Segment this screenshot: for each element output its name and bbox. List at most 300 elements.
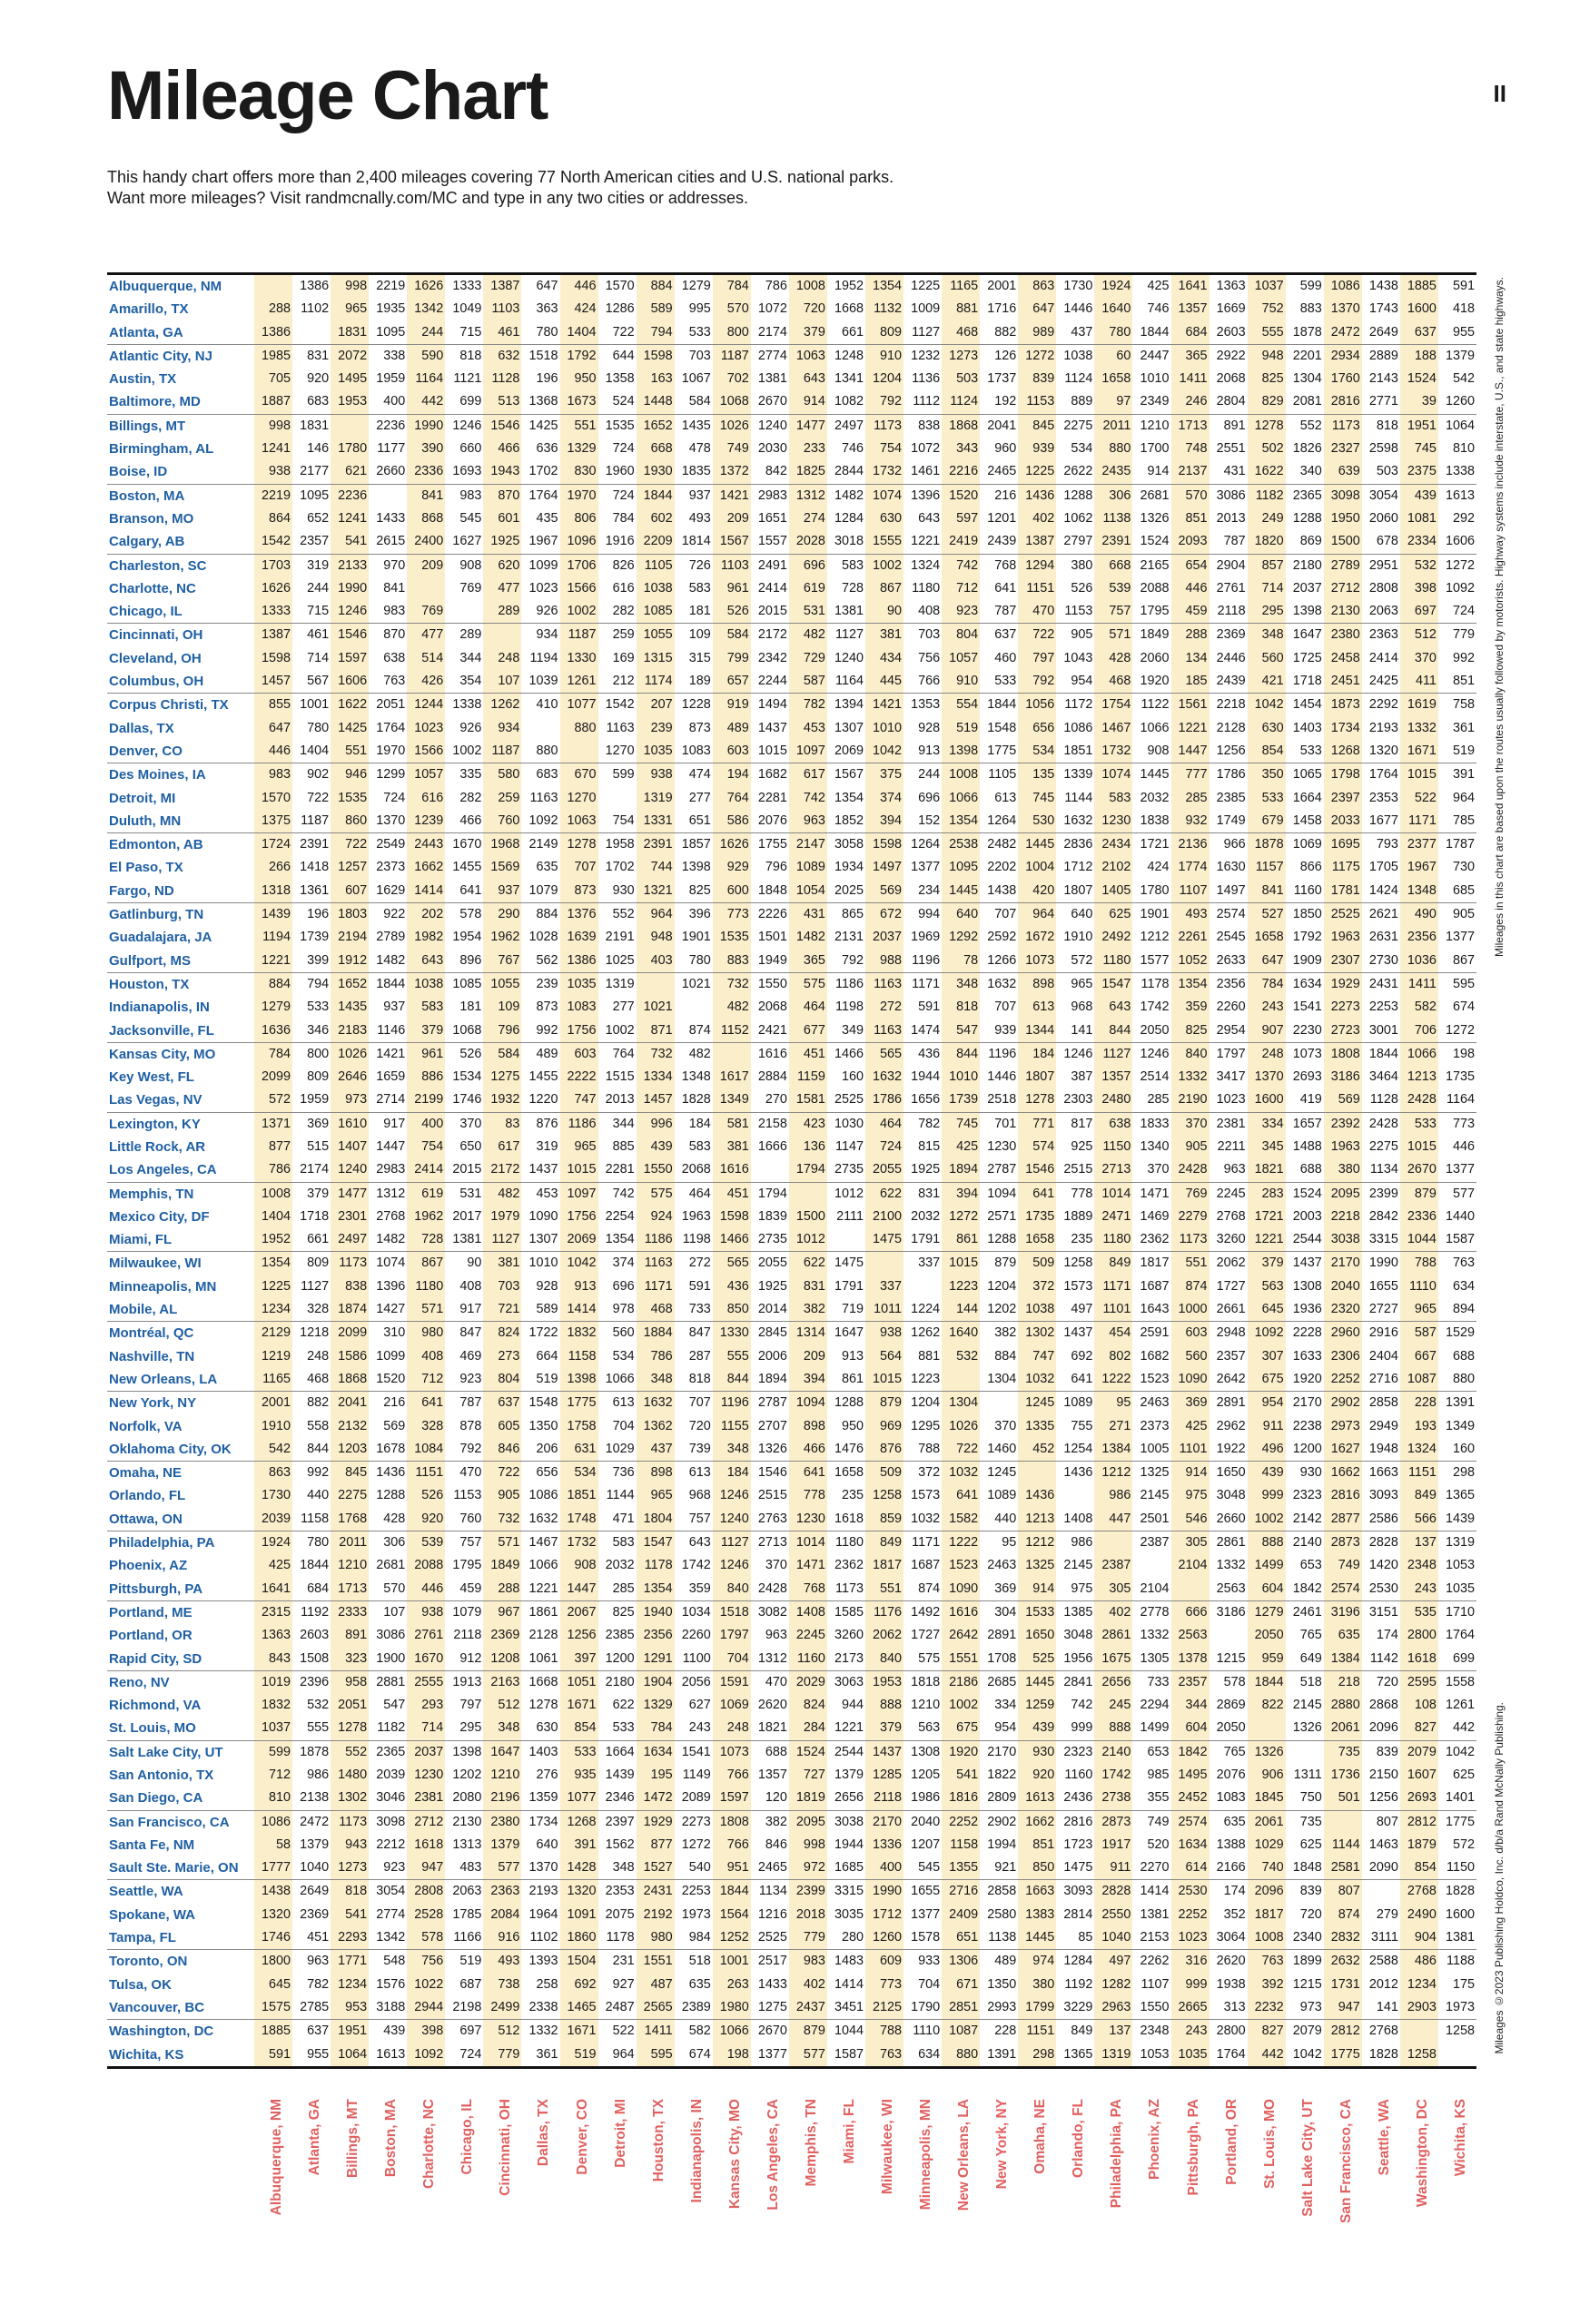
mileage-cell: 273 <box>483 1345 521 1368</box>
mileage-cell: 577 <box>1452 1186 1475 1201</box>
mileage-cell: 2040 <box>911 1814 941 1829</box>
mileage-cell: 575 <box>637 1182 675 1206</box>
mileage-cell: 649 <box>1286 1648 1324 1671</box>
mileage-cell: 577 <box>483 1856 521 1880</box>
mileage-cell: 959 <box>1248 1648 1286 1671</box>
mileage-cell: 923 <box>445 1368 483 1392</box>
mileage-cell: 1015 <box>1400 1136 1438 1158</box>
mileage-cell: 400 <box>865 1856 903 1880</box>
mileage-cell: 1256 <box>1210 740 1248 763</box>
mileage-cell: 2111 <box>836 1208 864 1224</box>
mileage-cell: 1053 <box>1445 1558 1475 1573</box>
row-city-name: Washington, DC <box>107 2020 254 2043</box>
mileage-cell: 934 <box>536 627 558 643</box>
mileage-cell: 930 <box>598 880 637 903</box>
mileage-cell: 552 <box>1299 418 1322 433</box>
mileage-cell: 818 <box>942 996 980 1019</box>
mileage-cell: 2948 <box>1216 1325 1246 1341</box>
mileage-cell: 974 <box>1018 1950 1056 1974</box>
mileage-cell: 243 <box>1248 996 1286 1019</box>
side-note-text: Mileages in this chart are based upon the routes usually followed by motorists. Highway systems include interstate, U.S., and state highways. <box>1493 277 1506 958</box>
mileage-cell: 920 <box>307 371 330 387</box>
mileage-cell: 951 <box>713 1856 751 1880</box>
mileage-cell: 1547 <box>637 1531 675 1555</box>
mileage-cell: 1379 <box>483 1834 521 1856</box>
mileage-cell: 1272 <box>1438 1019 1476 1043</box>
mileage-cell: 1650 <box>1018 1624 1056 1647</box>
mileage-cell: 1284 <box>834 510 864 526</box>
mileage-cell: 2050 <box>1248 1624 1286 1647</box>
mileage-cell: 2387 <box>1140 1535 1170 1551</box>
mileage-cell: 1381 <box>445 1228 483 1252</box>
mileage-cell: 702 <box>713 368 751 390</box>
mileage-cell: 999 <box>1248 1484 1286 1507</box>
table-row <box>107 1787 1476 1810</box>
mileage-cell: 2861 <box>1094 1624 1132 1647</box>
mileage-cell: 1375 <box>254 810 292 833</box>
table-row <box>107 1019 1476 1043</box>
mileage-cell: 337 <box>918 1256 941 1271</box>
mileage-cell: 2713 <box>757 1535 787 1551</box>
mileage-cell: 2100 <box>865 1206 903 1228</box>
mileage-cell: 929 <box>713 856 751 879</box>
mileage-cell: 757 <box>459 1535 482 1551</box>
mileage-cell: 2774 <box>376 1906 406 1922</box>
mileage-cell: 1963 <box>1324 1136 1362 1158</box>
mileage-cell: 764 <box>713 787 751 810</box>
mileage-cell: 1693 <box>445 460 483 484</box>
mileage-cell: 726 <box>688 557 711 573</box>
mileage-cell: 348 <box>598 1856 637 1880</box>
row-city-name: Richmond, VA <box>107 1694 254 1717</box>
table-row <box>107 787 1476 810</box>
table-row <box>107 554 1476 577</box>
mileage-cell: 983 <box>459 487 482 503</box>
mileage-cell: 1500 <box>789 1206 827 1228</box>
mileage-cell: 95 <box>1094 1392 1132 1415</box>
mileage-cell: 704 <box>612 1418 635 1433</box>
mileage-cell: 1063 <box>789 344 827 368</box>
mileage-cell: 2149 <box>528 837 558 852</box>
mileage-cell: 1754 <box>1094 694 1132 717</box>
mileage-cell: 2881 <box>376 1674 406 1689</box>
mileage-cell: 181 <box>459 1000 482 1015</box>
mileage-cell: 2844 <box>827 460 865 484</box>
mileage-cell: 1695 <box>1324 833 1362 857</box>
mileage-cell: 627 <box>688 1698 711 1713</box>
mileage-cell: 1225 <box>254 1275 292 1298</box>
column-header <box>637 2099 675 2253</box>
mileage-cell: 1616 <box>757 1046 787 1061</box>
mileage-cell: 1128 <box>483 368 521 390</box>
mileage-cell: 1224 <box>903 1298 942 1322</box>
mileage-cell: 2530 <box>1362 1578 1400 1601</box>
table-row <box>107 414 1476 438</box>
mileage-cell: 599 <box>254 1740 292 1764</box>
mileage-cell: 3038 <box>1324 1228 1362 1252</box>
mileage-cell: 1832 <box>560 1322 598 1345</box>
mileage-cell: 870 <box>483 484 521 507</box>
mileage-cell: 1764 <box>1368 767 1398 783</box>
mileage-cell: 1320 <box>560 1880 598 1904</box>
mileage-cell: 2275 <box>331 1484 369 1507</box>
mileage-cell: 986 <box>1094 1484 1132 1507</box>
mileage-cell: 2842 <box>1368 1208 1398 1224</box>
mileage-cell: 1042 <box>865 740 903 763</box>
mileage-cell: 2174 <box>751 321 789 345</box>
mileage-cell: 1466 <box>713 1228 751 1252</box>
mileage-cell: 542 <box>254 1438 292 1462</box>
mileage-cell: 1221 <box>1171 717 1210 740</box>
row-city-name: Seattle, WA <box>107 1880 254 1904</box>
row-city-name: New Orleans, LA <box>107 1368 254 1392</box>
mileage-cell: 1396 <box>376 1278 406 1294</box>
mileage-cell: 1383 <box>1018 1904 1056 1926</box>
mileage-cell: 641 <box>994 580 1017 596</box>
mileage-cell: 1446 <box>987 1069 1017 1085</box>
mileage-cell: 290 <box>483 903 521 927</box>
mileage-cell <box>637 972 675 996</box>
mileage-cell: 1735 <box>1018 1206 1056 1228</box>
mileage-cell: 950 <box>841 1418 864 1433</box>
mileage-cell: 1546 <box>483 414 521 438</box>
mileage-cell: 851 <box>1018 1834 1056 1856</box>
mileage-cell: 1062 <box>1063 510 1093 526</box>
mileage-cell: 1844 <box>1248 1670 1286 1694</box>
mileage-cell: 1096 <box>560 530 598 554</box>
column-header-label: Omaha, NE <box>1032 2099 1049 2174</box>
mileage-cell: 2011 <box>331 1531 369 1555</box>
mileage-cell: 1687 <box>1140 1278 1170 1294</box>
mileage-cell: 1414 <box>560 1298 598 1322</box>
mileage-cell: 2056 <box>681 1674 711 1689</box>
mileage-cell: 1764 <box>1210 2043 1248 2068</box>
mileage-cell: 231 <box>612 1954 635 1969</box>
mileage-cell: 1647 <box>834 1325 864 1341</box>
mileage-cell: 636 <box>536 441 558 457</box>
mileage-cell: 350 <box>1248 763 1286 787</box>
mileage-cell: 1424 <box>1362 880 1400 903</box>
mileage-cell: 938 <box>637 763 675 787</box>
mileage-cell: 677 <box>789 1019 827 1043</box>
mileage-cell: 1438 <box>254 1880 292 1904</box>
mileage-cell: 2172 <box>757 627 787 643</box>
mileage-cell: 2015 <box>751 600 789 624</box>
mileage-cell: 2118 <box>1210 600 1248 624</box>
mileage-cell: 306 <box>1094 484 1132 507</box>
mileage-cell: 1418 <box>300 860 330 875</box>
mileage-cell: 1700 <box>1140 441 1170 457</box>
mileage-cell: 1826 <box>1292 441 1322 457</box>
mileage-cell: 706 <box>1400 1019 1438 1043</box>
mileage-cell: 880 <box>942 2043 980 2068</box>
mileage-cell: 1546 <box>757 1465 787 1481</box>
mileage-cell: 840 <box>1171 1042 1210 1066</box>
mileage-cell: 574 <box>1018 1136 1056 1158</box>
mileage-cell: 2226 <box>757 907 787 922</box>
mileage-cell: 315 <box>688 650 711 665</box>
mileage-cell: 2515 <box>1056 1158 1094 1182</box>
mileage-cell: 904 <box>1400 1926 1438 1950</box>
mileage-cell: 233 <box>789 438 827 460</box>
mileage-cell: 792 <box>445 1438 483 1462</box>
mileage-cell: 2565 <box>637 1996 675 2020</box>
mileage-cell: 461 <box>307 627 330 643</box>
mileage-cell: 1558 <box>1445 1674 1475 1689</box>
mileage-cell: 1797 <box>1216 1046 1246 1061</box>
mileage-cell: 188 <box>1400 344 1438 368</box>
mileage-cell: 916 <box>483 1926 521 1950</box>
mileage-cell: 1134 <box>758 1884 787 1899</box>
mileage-cell: 477 <box>407 624 445 647</box>
table-row <box>107 670 1476 694</box>
mileage-cell: 1278 <box>528 1698 558 1713</box>
mileage-cell: 1663 <box>1368 1465 1398 1481</box>
mileage-cell: 431 <box>789 903 827 927</box>
mileage-cell: 1239 <box>407 810 445 833</box>
mileage-cell: 3093 <box>1063 1884 1093 1899</box>
mileage-cell: 1821 <box>751 1717 789 1740</box>
mileage-cell: 806 <box>560 507 598 530</box>
table-row <box>107 1368 1476 1392</box>
mileage-cell: 1032 <box>1018 1368 1056 1392</box>
mileage-cell: 1234 <box>1400 1974 1438 1996</box>
mileage-cell: 914 <box>1018 1578 1056 1601</box>
mileage-cell: 435 <box>536 510 558 526</box>
mileage-cell: 2172 <box>483 1158 521 1182</box>
mileage-cell: 2132 <box>331 1415 369 1438</box>
mileage-cell: 1721 <box>1248 1206 1286 1228</box>
mileage-cell: 2362 <box>834 1558 864 1573</box>
mileage-cell: 1240 <box>713 1508 751 1531</box>
column-header <box>1400 2099 1438 2253</box>
column-header-label: Salt Lake City, UT <box>1299 2099 1316 2217</box>
mileage-cell: 1849 <box>1140 627 1170 643</box>
mileage-cell: 1196 <box>713 1392 751 1415</box>
mileage-cell: 1144 <box>1324 1834 1362 1856</box>
row-city-name: Jacksonville, FL <box>107 1019 254 1043</box>
mileage-cell: 591 <box>688 1278 711 1294</box>
mileage-cell: 2491 <box>757 557 787 573</box>
column-header-label: Washington, DC <box>1414 2099 1430 2208</box>
mileage-cell: 2236 <box>376 418 406 433</box>
mileage-cell: 2104 <box>1171 1554 1210 1577</box>
mileage-cell: 818 <box>1376 418 1398 433</box>
mileage-cell: 1737 <box>987 371 1017 387</box>
mileage-cell: 1278 <box>560 833 598 857</box>
mileage-cell: 369 <box>1171 1392 1210 1415</box>
mileage-cell: 552 <box>612 907 635 922</box>
mileage-cell: 2353 <box>605 1884 635 1899</box>
copyright-text: Mileages ©2023 Publishing Holdco, Inc. d/b/a Rand McNally Publishing. <box>1493 1702 1506 2054</box>
mileage-cell: 917 <box>445 1298 483 1322</box>
mileage-cell: 641 <box>445 880 483 903</box>
mileage-cell: 913 <box>560 1275 598 1298</box>
mileage-cell: 1973 <box>681 1906 711 1922</box>
mileage-cell: 1785 <box>452 1906 482 1922</box>
mileage-cell: 2425 <box>1362 670 1400 694</box>
mileage-cell: 986 <box>307 1768 330 1782</box>
mileage-cell: 380 <box>1071 557 1093 573</box>
mileage-cell: 1172 <box>1064 697 1093 713</box>
mileage-cell: 259 <box>483 787 521 810</box>
mileage-cell: 602 <box>637 507 675 530</box>
mileage-cell: 1748 <box>560 1508 598 1531</box>
mileage-cell: 2808 <box>1368 580 1398 596</box>
mileage-cell: 2873 <box>1094 1810 1132 1834</box>
mileage-cell: 1398 <box>560 1368 598 1392</box>
mileage-cell: 1436 <box>376 1465 406 1481</box>
mileage-cell: 1212 <box>1094 1462 1132 1485</box>
mileage-cell: 2738 <box>1094 1787 1132 1810</box>
row-city-name: Duluth, MN <box>107 810 254 833</box>
mileage-cell: 1121 <box>453 371 482 387</box>
column-header-label: Memphis, TN <box>803 2099 819 2187</box>
mileage-cell: 2281 <box>757 790 787 805</box>
mileage-cell: 1173 <box>865 414 903 438</box>
mileage-cell: 496 <box>1248 1438 1286 1462</box>
mileage-cell: 1546 <box>331 624 369 647</box>
mileage-cell: 1868 <box>331 1368 369 1392</box>
mileage-cell: 1063 <box>560 810 598 833</box>
mileage-cell: 583 <box>1094 787 1132 810</box>
mileage-cell: 1377 <box>911 860 941 875</box>
mileage-cell: 3417 <box>1216 1069 1246 1085</box>
mileage-cell: 707 <box>994 907 1017 922</box>
mileage-cell: 2061 <box>1248 1810 1286 1834</box>
mileage-cell: 1930 <box>637 460 675 484</box>
mileage-cell: 1349 <box>713 1088 751 1112</box>
table-row <box>107 2020 1476 2043</box>
mileage-cell: 2716 <box>942 1880 980 1904</box>
mileage-cell: 939 <box>1018 438 1056 460</box>
mileage-cell: 1040 <box>292 1856 331 1880</box>
mileage-cell: 641 <box>407 1392 445 1415</box>
mileage-cell: 2327 <box>1324 438 1362 460</box>
mileage-cell: 1407 <box>331 1136 369 1158</box>
mileage-cell: 1901 <box>1140 907 1170 922</box>
mileage-cell: 748 <box>1171 438 1210 460</box>
mileage-cell: 402 <box>1018 507 1056 530</box>
column-header-label: Atlanta, GA <box>307 2099 323 2176</box>
mileage-cell: 108 <box>1400 1694 1438 1717</box>
mileage-cell: 408 <box>903 600 942 624</box>
mileage-cell: 107 <box>483 670 521 694</box>
mileage-cell: 1010 <box>942 1066 980 1088</box>
mileage-cell: 1600 <box>1248 1088 1286 1112</box>
mileage-cell: 1034 <box>681 1604 711 1620</box>
mileage-cell: 873 <box>560 880 598 903</box>
mileage-cell: 2396 <box>300 1674 330 1689</box>
mileage-cell: 712 <box>942 577 980 600</box>
mileage-cell: 1497 <box>865 856 903 879</box>
mileage-cell: 1817 <box>1140 1256 1170 1271</box>
mileage-cell: 1495 <box>331 368 369 390</box>
mileage-cell: 1917 <box>1094 1834 1132 1856</box>
mileage-cell: 965 <box>1400 1298 1438 1322</box>
mileage-cell: 3315 <box>834 1884 864 1899</box>
mileage-cell: 844 <box>713 1368 751 1392</box>
mileage-cell: 136 <box>789 1136 827 1158</box>
mileage-cell: 637 <box>483 1392 521 1415</box>
mileage-cell: 784 <box>612 510 635 526</box>
mileage-cell: 625 <box>1452 1768 1475 1782</box>
table-row <box>107 321 1476 345</box>
mileage-cell: 555 <box>713 1345 751 1368</box>
mileage-cell: 746 <box>1147 301 1170 317</box>
mileage-cell: 1964 <box>528 1906 558 1922</box>
mileage-cell: 185 <box>1171 670 1210 694</box>
mileage-cell: 839 <box>1018 368 1056 390</box>
mileage-cell: 348 <box>1248 624 1286 647</box>
mileage-cell: 2563 <box>1171 1624 1210 1647</box>
mileage-cell: 2884 <box>757 1069 787 1085</box>
mileage-cell: 2492 <box>1094 926 1132 949</box>
mileage-cell: 1196 <box>903 950 942 973</box>
mileage-cell: 348 <box>713 1438 751 1462</box>
mileage-cell: 1445 <box>1018 1926 1056 1950</box>
mileage-cell: 337 <box>865 1275 903 1298</box>
mileage-cell: 1246 <box>1140 1046 1170 1061</box>
table-row <box>107 1926 1476 1950</box>
mileage-cell: 2431 <box>1368 976 1398 991</box>
row-city-name: Chicago, IL <box>107 600 254 624</box>
mileage-cell: 810 <box>254 1787 292 1810</box>
mileage-cell: 1144 <box>606 1488 635 1503</box>
mileage-cell: 1734 <box>1324 717 1362 740</box>
mileage-cell: 1669 <box>1216 301 1246 317</box>
mileage-cell: 424 <box>1147 860 1170 875</box>
mileage-cell: 583 <box>688 580 711 596</box>
mileage-cell: 1240 <box>331 1158 369 1182</box>
mileage-cell: 1857 <box>681 837 711 852</box>
mileage-cell: 2544 <box>834 1744 864 1759</box>
mileage-cell: 678 <box>1362 530 1400 554</box>
mileage-cell: 1361 <box>292 880 331 903</box>
mileage-cell: 1002 <box>445 740 483 763</box>
row-city-name: Pittsburgh, PA <box>107 1578 254 1601</box>
mileage-cell: 2399 <box>789 1880 827 1904</box>
mileage-cell: 2385 <box>605 1628 635 1643</box>
mileage-cell: 2761 <box>1216 580 1246 596</box>
table-row <box>107 1740 1476 1764</box>
mileage-cell: 825 <box>1248 368 1286 390</box>
mileage-cell: 141 <box>1362 1996 1400 2020</box>
mileage-cell: 570 <box>369 1578 407 1601</box>
mileage-cell: 973 <box>1286 1996 1324 2020</box>
mileage-cell: 1279 <box>1248 1600 1286 1624</box>
mileage-cell: 169 <box>612 650 635 665</box>
mileage-cell: 2356 <box>1216 976 1246 991</box>
mileage-cell: 923 <box>369 1856 407 1880</box>
mileage-cell: 782 <box>918 1116 941 1131</box>
mileage-cell: 1632 <box>521 1508 559 1531</box>
mileage-cell: 1791 <box>834 1278 864 1294</box>
mileage-cell: 359 <box>675 1578 713 1601</box>
mileage-cell: 2218 <box>1216 697 1246 713</box>
mileage-cell: 532 <box>307 1698 330 1713</box>
column-header <box>445 2099 483 2253</box>
mileage-cell: 298 <box>1018 2043 1056 2068</box>
mileage-cell: 184 <box>688 1116 711 1131</box>
mileage-cell: 2050 <box>1132 1019 1170 1043</box>
mileage-cell: 1724 <box>254 833 292 857</box>
mileage-cell: 983 <box>254 763 292 787</box>
mileage-cell: 613 <box>688 1465 711 1481</box>
mileage-cell: 423 <box>789 1112 827 1136</box>
mileage-cell: 1171 <box>912 1535 941 1551</box>
table-row <box>107 1856 1476 1880</box>
